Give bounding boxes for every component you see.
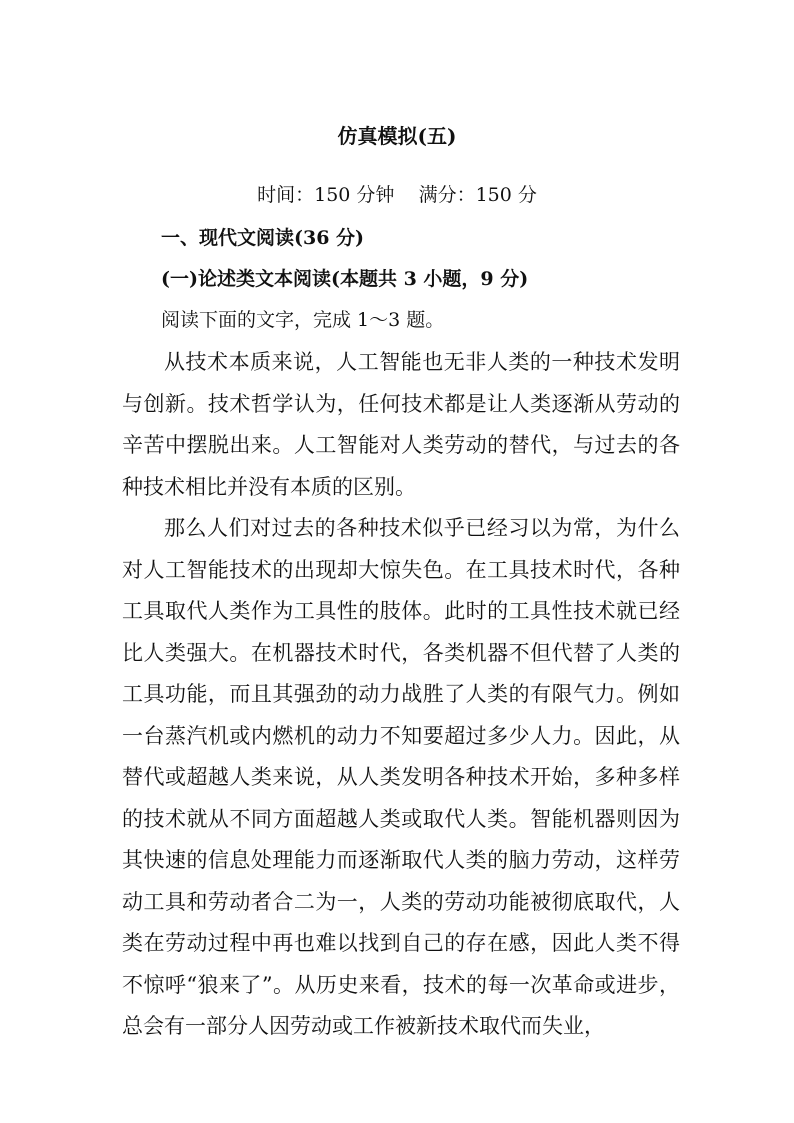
reading-instruction: 阅读下面的文字，完成 1～3 题。 <box>161 309 445 331</box>
reading-passage <box>122 342 680 1048</box>
exam-time-and-score: 时间：150 分钟 满分：150 分 <box>257 184 537 206</box>
passage-paragraph-1: 从技术本质来说，人工智能也无非人类的一种技术发明与创新。技术哲学认为，任何技术都是让人类逐渐从劳动的辛苦中摆脱出来。人工智能对人类劳动的替代，与过去的各种技术相比并没有本质的区别。 <box>122 350 680 499</box>
page-title: 仿真模拟(五) <box>337 124 457 148</box>
passage-paragraph-2: 那么人们对过去的各种技术似乎已经习以为常，为什么对人工智能技术的出现却大惊失色。在工具技术时代，各种工具取代人类作为工具性的肢体。此时的工具性技术就已经比人类强大。在机器技术时代，各类机器不但代替了人类的工具功能，而且其强劲的动力战胜了人类的有限气力。例如一台蒸汽机或内燃机的动力不知要超过多少人力。因此，从替代或超越人类来说，从人类发明各种技术开始，多种多样的技术就从不同方面超越人类或取代人类。智能机器则因为其快速的信息处理能力而逐渐取代人类的脑力劳动，这样劳动工具和劳动者合二为一，人类的劳动功能被彻底取代，人类在劳动过程中再也难以找到自己的存在感，因此人类不得不惊呼“狼来了”。从历史来看，技术的每一次革命或进步，总会有一部分人因劳动或工作被新技术取代而失业， <box>122 516 680 1038</box>
section-heading-modern-reading: 一、现代文阅读(36 分) <box>161 227 365 249</box>
subsection-heading-argumentative: (一)论述类文本阅读(本题共 3 小题，9 分) <box>161 268 529 290</box>
